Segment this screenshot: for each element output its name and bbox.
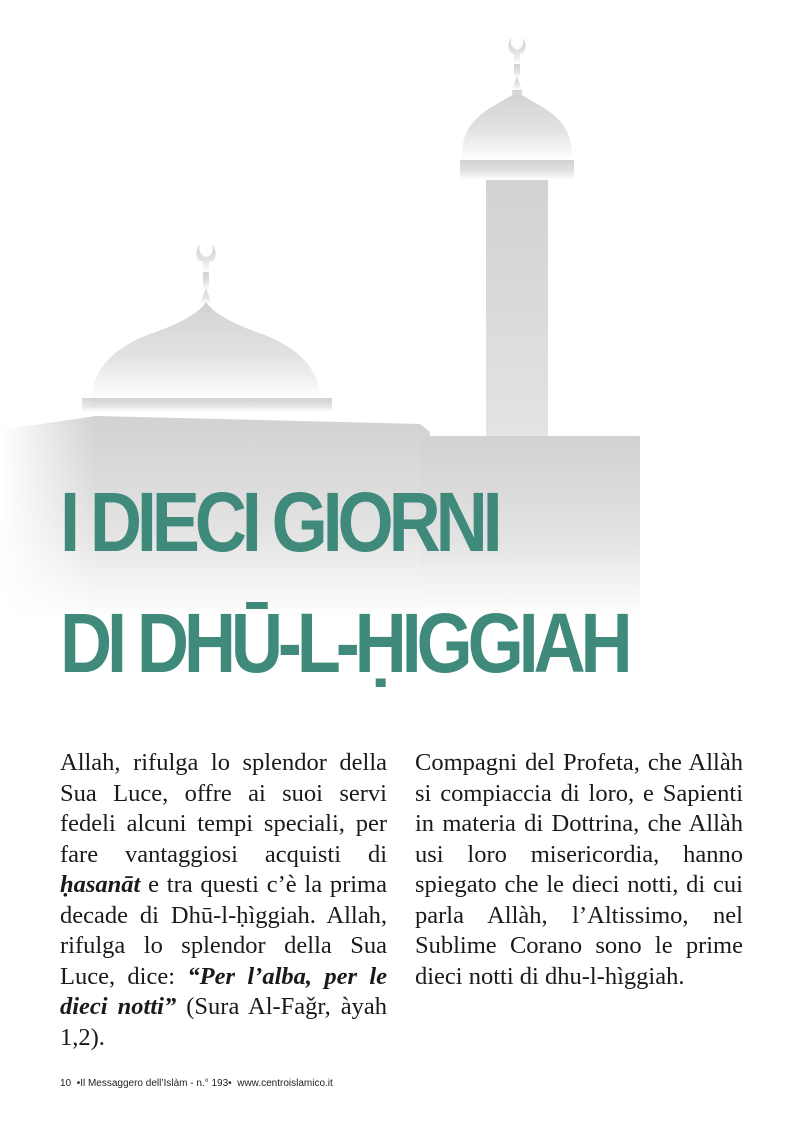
page-number: 10 (60, 1078, 72, 1089)
quran-quote: “Per l’alba, per le dieci notti” (60, 962, 388, 1020)
body-left-part-2: e tra questi c’è la prima decade di Dhū-l-ḥìggiah. Allah, rifulga lo splendor della Sua Luce, dice: (60, 871, 387, 990)
body-column-right: Compagni del Profeta, che Allàh si compiaccia di loro, e Sapienti in materia di Dottrina, che Allàh usi loro misericordia, hanno spiegato che le dieci notti, di cui parla Allàh, l’Altissimo, nel Sublime Corano sono le prime dieci notti di dhu-l-hìggiah. (415, 749, 743, 990)
title-line-2: DI DHŪ-L-ḤIGGIAH (60, 596, 628, 690)
body-left-part-1: Allah, rifulga lo splendor della Sua Luce, offre ai suoi servi fedeli alcuni tempi speciali, per fare vantaggiosi acquisti di (60, 749, 387, 868)
quran-citation: (Sura Al-Faǧr, àyah 1,2). (60, 993, 387, 1051)
body-column-left (60, 748, 387, 1053)
magazine-name: •Il Messaggero dell’Islàm - n.° 193• (76, 1078, 232, 1089)
term-hasanat: ḥasanāt (60, 871, 141, 898)
page-footer (60, 1078, 333, 1089)
title-line-1: I DIECI GIORNI (60, 475, 498, 569)
website-link[interactable]: www.centroislamico.it (237, 1078, 333, 1089)
